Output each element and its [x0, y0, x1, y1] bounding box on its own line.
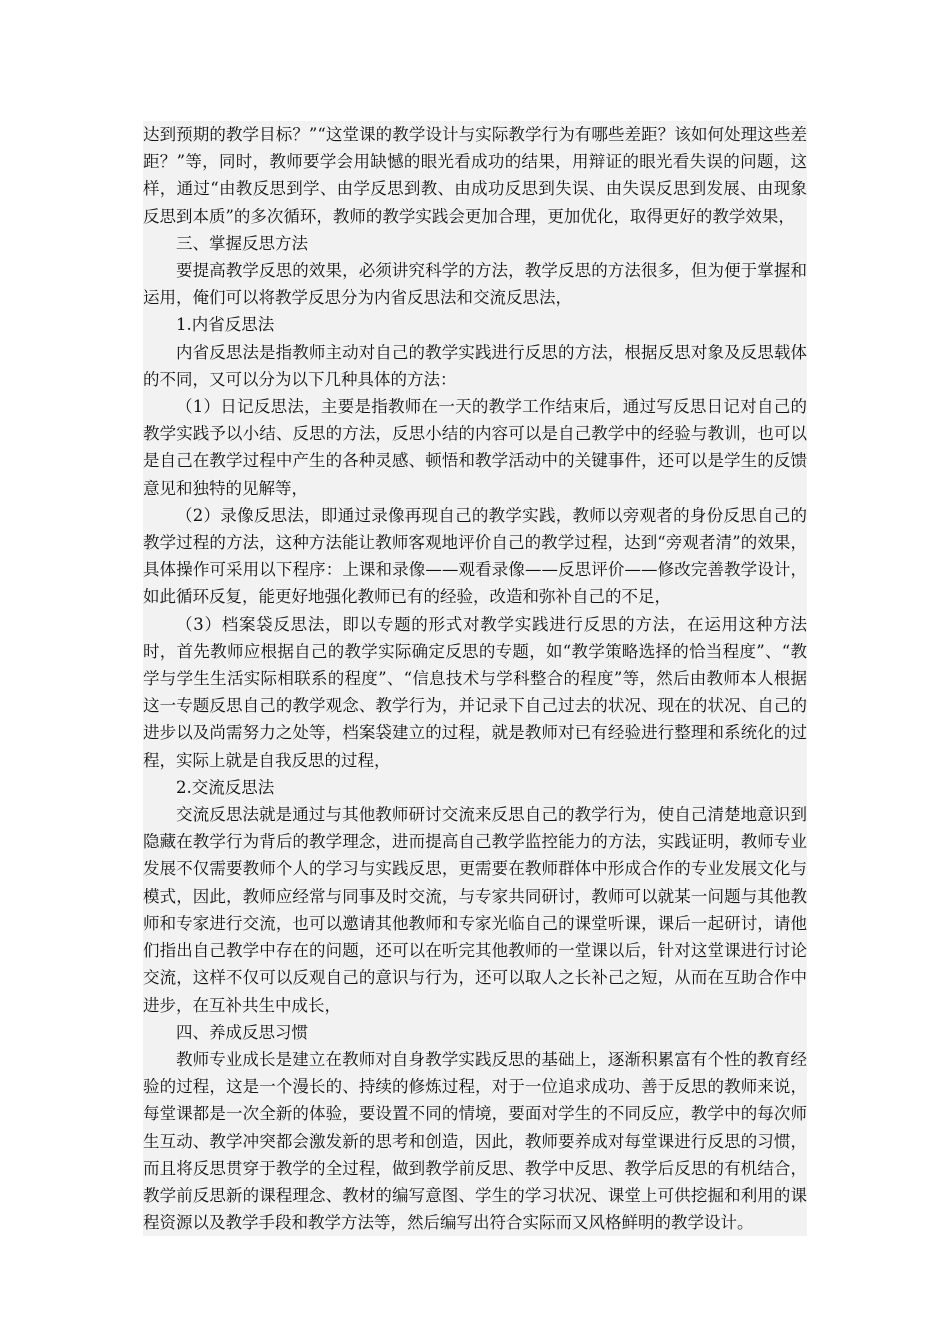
paragraph-introspection-intro: 内省反思法是指教师主动对自己的教学实践进行反思的方法，根据反思对象及反思载体的不同，又可以分为以下几种具体的方法：	[143, 342, 807, 389]
paragraph-methods-intro: 要提高教学反思的效果，必须讲究科学的方法，教学反思的方法很多，但为便于掌握和运用，俺们可以将教学反思分为内省反思法和交流反思法，	[143, 261, 807, 308]
paragraph-continued-goals: 达到预期的教学目标？”“这堂课的教学设计与实际教学行为有哪些差距？该如何处理这些差距？”等，同时，教师要学会用缺憾的眼光看成功的结果，用辩证的眼光看失误的问题，这样，通过“由教反思到学、由学反思到教、由成功反思到失误、由失误反思到发展、由现象反思到本质”的多次循环，教师的教学实践会更加合理，更加优化，取得更好的教学效果，	[143, 125, 807, 226]
document-body	[143, 121, 807, 1236]
subheading-introspection: 1.内省反思法	[176, 315, 275, 335]
paragraph-habit: 教师专业成长是建立在教师对自身教学实践反思的基础上，逐渐积累富有个性的教育经验的过程，这是一个漫长的、持续的修炼过程，对于一位追求成功、善于反思的教师来说，每堂课都是一次全新的体验，要设置不同的情境，要面对学生的不同反应，教学中的每次师生互动、教学冲突都会激发新的思考和创造，因此，教师要养成对每堂课进行反思的习惯，而且将反思贯穿于教学的全过程，做到教学前反思、教学中反思、教学后反思的有机结合，教学前反思新的课程理念、教材的编写意图、学生的学习状况、课堂上可供挖掘和利用的课程资源以及教学手段和教学方法等，然后编写出符合实际而又风格鲜明的教学设计。	[143, 1049, 807, 1233]
section-heading-3: 三、掌握反思方法	[176, 233, 308, 253]
paragraph-video-method: （2）录像反思法，即通过录像再现自己的教学实践，教师以旁观者的身份反思自己的教学过程的方法，这种方法能让教师客观地评价自己的教学过程，达到“旁观者清”的效果，具体操作可采用以下程序：上课和录像——观看录像——反思评价——修改完善教学设计，如此循环反复，能更好地强化教师已有的经验，改造和弥补自己的不足，	[143, 505, 807, 607]
paragraph-diary-method: （1）日记反思法，主要是指教师在一天的教学工作结束后，通过写反思日记对自己的教学实践予以小结、反思的方法，反思小结的内容可以是自己教学中的经验与教训，也可以是自己在教学过程中产生的各种灵感、顿悟和教学活动中的关键事件，还可以是学生的反馈意见和独特的见解等，	[143, 397, 807, 498]
paragraph-exchange-method: 交流反思法就是通过与其他教师研讨交流来反思自己的教学行为，使自己清楚地意识到隐藏在教学行为背后的教学理念，进而提高自己教学监控能力的方法，实践证明，教师专业发展不仅需要教师个人的学习与实践反思，更需要在教师群体中形成合作的专业发展文化与模式，因此，教师应经常与同事及时交流，与专家共同研讨，教师可以就某一问题与其他教师和专家进行交流，也可以邀请其他教师和专家光临自己的课堂听课，课后一起研讨，请他们指出自己教学中存在的问题，还可以在听完其他教师的一堂课以后，针对这堂课进行讨论交流，这样不仅可以反观自己的意识与行为，还可以取人之长补己之短，从而在互助合作中进步，在互补共生中成长，	[143, 805, 807, 1015]
section-heading-4: 四、养成反思习惯	[176, 1022, 308, 1042]
paragraph-portfolio-method: （3）档案袋反思法，即以专题的形式对教学实践进行反思的方法，在运用这种方法时，首先教师应根据自己的教学实际确定反思的专题，如“教学策略选择的恰当程度”、“教学与学生生活实际相联系的程度”、“信息技术与学科整合的程度”等，然后由教师本人根据这一专题反思自己的教学观念、教学行为，并记录下自己过去的状况、现在的状况、自己的进步以及尚需努力之处等，档案袋建立的过程，就是教师对已有经验进行整理和系统化的过程，实际上就是自我反思的过程，	[143, 614, 807, 770]
subheading-exchange: 2.交流反思法	[176, 777, 275, 797]
